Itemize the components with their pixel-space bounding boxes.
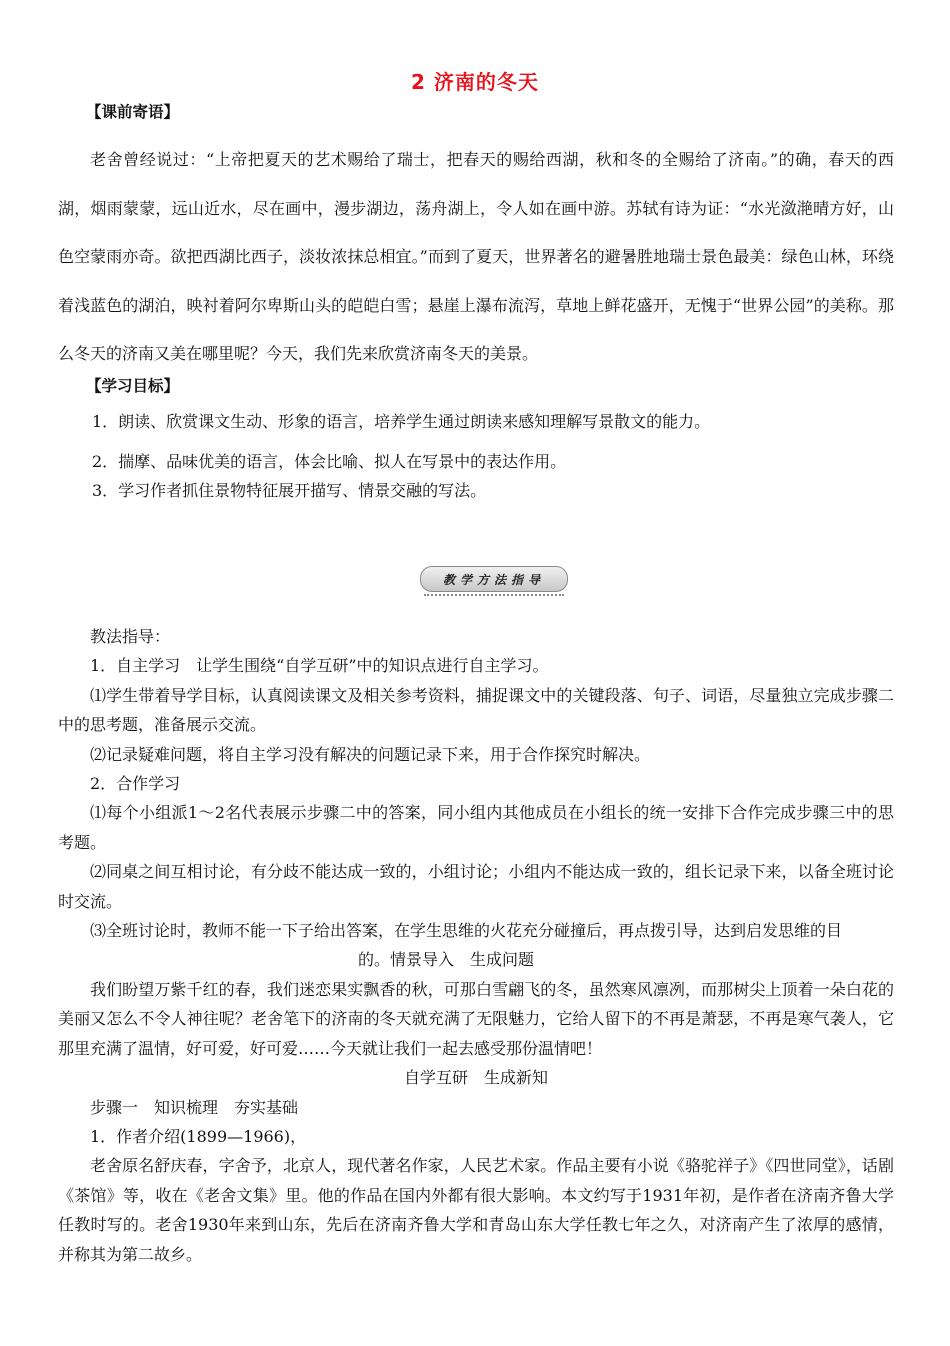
body-line: 2．合作学习: [90, 774, 181, 794]
body-line: 1．作者介绍(1899—1966)，: [90, 1126, 307, 1146]
section-banner: [420, 566, 568, 592]
body-line: 步骤一 知识梳理 夯实基础: [90, 1097, 299, 1117]
goals-heading: 【学习目标】: [86, 377, 180, 395]
banner-label: 教学方法指导: [442, 572, 545, 587]
main-body: [58, 622, 894, 1269]
section-subheading: 的。情景导入 生成问题: [358, 950, 535, 970]
body-line: ⑵同桌之间互相讨论，有分歧不能达成一致的，小组讨论；小组内不能达成一致的，组长记录下来，以备全班讨论时交流。: [58, 862, 894, 911]
body-line: 教法指导：: [90, 627, 171, 646]
body-line: 我们盼望万紫千红的春，我们迷恋果实飘香的秋，可那白雪翩飞的冬，虽然寒风凛冽，而那树尖上顶着一朵白花的美丽又怎么不令人神往呢？老舍笔下的济南的冬天就充满了无限魅力，它给人留下的不再是萧瑟，不再是寒气袭人，它那里充满了温情，好可爱，好可爱……今天就让我们一起去感受那份温情吧！: [58, 979, 894, 1058]
section-subheading: 自学互研 生成新知: [403, 1068, 548, 1088]
intro-paragraph: 老舍曾经说过：“上帝把夏天的艺术赐给了瑞士，把春天的赐给西湖，秋和冬的全赐给了济南。”的确，春天的西湖，烟雨蒙蒙，远山近水，尽在画中，漫步湖边，荡舟湖上，令人如在画中游。苏轼有诗为证：“水光潋滟晴方好，山色空蒙雨亦奇。欲把西湖比西子，淡妆浓抹总相宜。”而到了夏天，世界著名的避暑胜地瑞士景色最美：绿色山林，环绕着浅蓝色的湖泊，映衬着阿尔卑斯山头的皑皑白雪；悬崖上瀑布流泻，草地上鲜花盛开，无愧于“世界公园”的美称。那么冬天的济南又美在哪里呢？今天，我们先来欣赏济南冬天的美景。: [58, 150, 894, 363]
body-line: ⑴每个小组派1～2名代表展示步骤二中的答案，同小组内其他成员在小组长的统一安排下合作完成步骤三中的思考题。: [58, 803, 894, 852]
body-line: ⑴学生带着导学目标，认真阅读课文及相关参考资料，捕捉课文中的关键段落、句子、词语，尽量独立完成步骤二中的思考题，准备展示交流。: [58, 685, 894, 735]
intro-heading: 【课前寄语】: [86, 103, 180, 121]
goal-item-2: 2．揣摩、品味优美的语言，体会比喻、拟人在写景中的表达作用。: [92, 452, 567, 471]
body-line: ⑶全班讨论时，教师不能一下子给出答案，在学生思维的火花充分碰撞后，再点拨引导，达到启发思维的目: [90, 921, 843, 941]
body-line: 1．自主学习 让学生围绕“自学互研”中的知识点进行自主学习。: [90, 656, 549, 676]
banner-divider: [424, 594, 564, 596]
goal-item-1: 1．朗读、欣赏课文生动、形象的语言，培养学生通过朗读来感知理解写景散文的能力。: [92, 412, 711, 431]
goal-item-3: 3．学习作者抓住景物特征展开描写、情景交融的写法。: [92, 481, 487, 500]
body-line: ⑵记录疑难问题，将自主学习没有解决的问题记录下来，用于合作探究时解决。: [90, 744, 651, 764]
body-line: 老舍原名舒庆春，字舍予，北京人，现代著名作家，人民艺术家。作品主要有小说《骆驼祥子》《四世同堂》，话剧《茶馆》等，收在《老舍文集》里。他的作品在国内外都有很大影响。本文约写于1931年初，是作者在济南齐鲁大学任教时写的。老舍1930年来到山东，先后在济南齐鲁大学和青岛山东大学任教七年之久，对济南产生了浓厚的感情，并称其为第二故乡。: [58, 1156, 894, 1264]
page-title: 2 济南的冬天: [411, 70, 539, 94]
